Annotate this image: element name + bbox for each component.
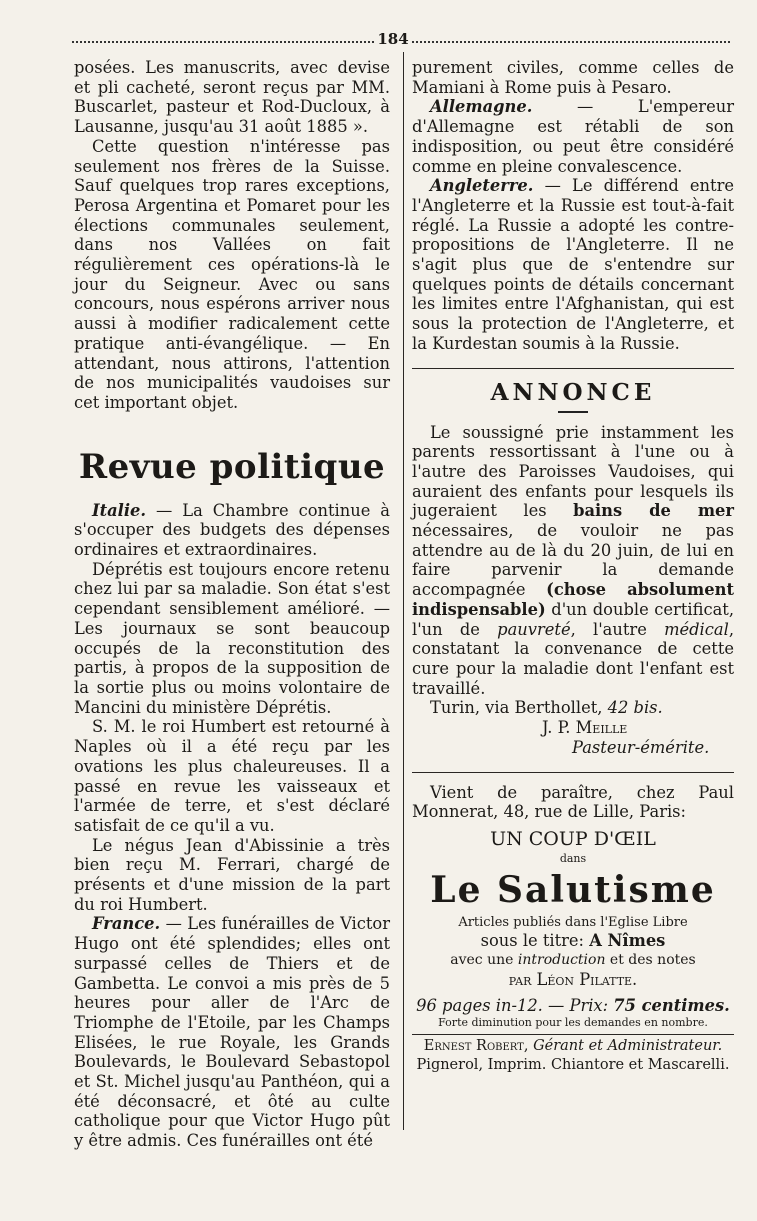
footer-separator [412, 1034, 734, 1035]
annonce-text-4: , l'autre [570, 619, 665, 639]
address-number: 42 bis. [607, 698, 663, 718]
gerant: Gérant et Administrateur. [533, 1037, 723, 1054]
avec-text-1: avec une [450, 951, 518, 968]
header-rule-right [412, 41, 730, 43]
header-rule-left [72, 41, 374, 43]
angleterre-paragraph [412, 176, 734, 353]
dans: dans [559, 851, 587, 865]
annonce-text-2: nécessaires, de vouloir ne pas attendre au de là du 20 juin, de lui en faire parvenir la demande accompagnée [412, 521, 734, 600]
allemagne-text: — L'empereur d'Allemagne est rétabli de son indisposition, ou peut être considéré comme en pleine convalescence. [412, 97, 734, 176]
pages-text: 96 pages in-12. — Prix: [416, 996, 614, 1016]
par-line: par Léon Pilatte. [508, 970, 638, 990]
right-continuation: purement civiles, comme celles de Mamiani à Rome puis à Pesaro. [412, 58, 734, 97]
avec-line [412, 951, 734, 971]
introduction: introduction [517, 951, 606, 968]
left-column [74, 58, 390, 1151]
coup-doeil: UN COUP D'ŒIL [490, 827, 656, 850]
page-number: 184 [377, 30, 409, 48]
humbert-paragraph: S. M. le roi Humbert est retourné à Naples où il a été reçu par les ovations les plus chaleureuses. Il a passé en revue les vaisseaux et l'armée de terre, et s'est déclaré satisfait de ce qu'il a vu. [74, 717, 390, 835]
france-text: — Les funérailles de Victor Hugo ont été splendides; elles ont surpassé celles de Thiers et de Gambetta. Le convoi a mis près de 5 heures pour aller de l'Arc de Triomphe de l'Etoile, par les Champs Elisées, le rue Royale, les Grands Boulevards, le Boulevard Sebastopol et St. Michel jusqu'au Panthéon, qui a été déconsacré, et ôté au culte catholique pour que Victor Hugo pût y être admis. Ces funérailles ont été [74, 914, 390, 1151]
avec-text-2: et des notes [605, 951, 696, 968]
sous-text: sous le titre: [480, 930, 590, 950]
annonce-paragraph [412, 423, 734, 699]
italie-text: — La Chambre continue à s'occuper des budgets des dépenses ordinaires et extraordinaires. [74, 500, 390, 560]
ernest-robert: Ernest Robert, [423, 1037, 534, 1054]
signature-title: Pasteur-émérite. [572, 737, 710, 757]
signature: J. P. Meille [542, 718, 628, 738]
column-divider [403, 52, 404, 1130]
a-nimes: A Nîmes [589, 930, 666, 950]
annonce-dash [558, 411, 588, 413]
angleterre-label: Angleterre. [430, 176, 534, 196]
address-line [412, 698, 734, 718]
address-city: Turin, via Berthollet, [430, 698, 608, 718]
annonce-title: ANNONCE [490, 378, 656, 406]
bains-de-mer: bains de mer [573, 501, 734, 521]
italie-paragraph [74, 501, 390, 560]
italie-label: Italie. [92, 500, 147, 520]
gerant-line [412, 1037, 734, 1057]
ad-separator [412, 772, 734, 773]
medical: médical [664, 619, 729, 639]
page-header [72, 30, 730, 52]
depretis-paragraph: Déprétis est toujours encore retenu chez lui par sa maladie. Son état s'est cependant sensiblement amélioré. — Les journaux se sont beaucoup occupés de la reconstitution des partis, à propos de la supposition de la sortie plus ou moins volontaire de Mancini du ministère Déprétis. [74, 559, 390, 717]
sous-le-titre [412, 931, 734, 951]
section-title: Revue politique [78, 446, 386, 487]
allemagne-paragraph [412, 97, 734, 176]
allemagne-label: Allemagne. [430, 97, 533, 117]
annonce-text-3: d'un double certificat, l'un de [412, 599, 734, 639]
pauvrete: pauvreté [497, 619, 571, 639]
prix: 75 centimes. [613, 996, 730, 1016]
imprimerie-line: Pignerol, Imprim. Chiantore et Mascarelli. [416, 1057, 730, 1074]
annonce-text-5: , constatant la convenance de cette cure pour la maladie dont l'enfant est travaillé. [412, 619, 734, 698]
question-paragraph: Cette question n'intéresse pas seulement nos frères de la Suisse. Sauf quelques trop rares exceptions, Perosa Argentina et Pomaret pour les élections communales seulement, dans nos Vallées on fait régulièrement ces opérations-là le jour du Seigneur. Avec ou sans concours, nous espérons arriver nous aussi à modifier radicalement cette pratique anti-évangélique. — En attendant, nous attirons, l'attention de nos municipalités vaudoises sur cet important objet. [74, 136, 390, 412]
forte-diminution: Forte diminution pour les demandes en nombre. [438, 1015, 708, 1029]
negus-paragraph: Le négus Jean d'Abissinie a très bien reçu M. Ferrari, chargé de présents et d'une mission de la part du roi Humbert. [74, 835, 390, 914]
vient-de-paraitre: Vient de paraître, chez Paul Monnerat, 48, rue de Lille, Paris: [412, 782, 734, 822]
chose-indispensable: (chose absolument indispensable) [412, 580, 735, 619]
annonce-text-1: Le soussigné prie instamment les parents ressortissant à l'une ou à l'autre des Paroisses Vaudoises, qui auraient des enfants pour lesquels ils jugeraient les [412, 422, 734, 521]
articles-line: Articles publiés dans l'Eglise Libre [458, 914, 688, 930]
france-paragraph [74, 914, 390, 1150]
france-label: France. [92, 914, 161, 934]
right-column [412, 58, 734, 1076]
annonce-separator [412, 368, 734, 369]
angleterre-text: — Le différend entre l'Angleterre et la Russie est tout-à-fait réglé. La Russie a adopté les contre-propositions de l'Angleterre. Il ne s'agit plus que de s'entendre sur quelques points de détails concernant les limites entre l'Afghanistan, qui est sous la protection de l'Angleterre, et la Kurdestan soumis à la Russie. [412, 176, 734, 353]
left-intro-paragraph: posées. Les manuscrits, avec devise et pli cacheté, seront reçus par MM. Buscarlet, pasteur et Rod-Ducloux, à Lausanne, jusqu'au 31 août 1885 ». [74, 58, 390, 137]
pages-line [412, 996, 734, 1016]
salutisme-title: Le Salutisme [430, 868, 716, 911]
